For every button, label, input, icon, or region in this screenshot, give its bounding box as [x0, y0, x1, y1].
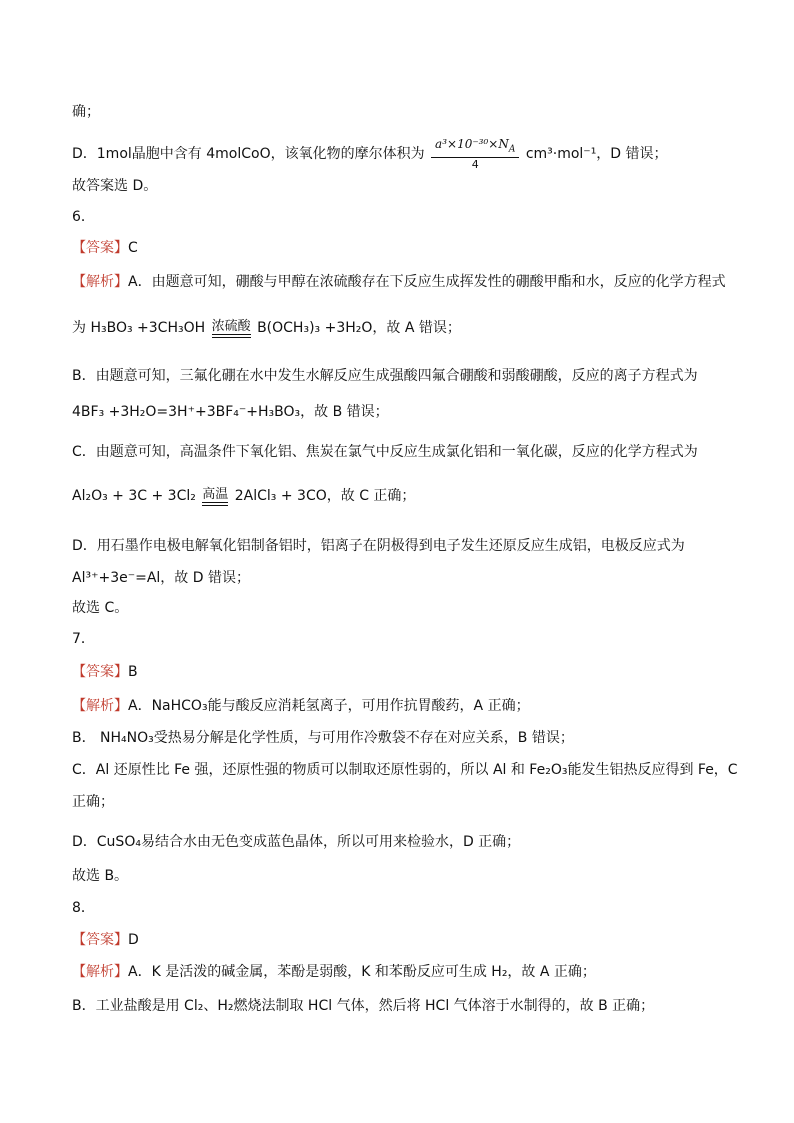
explanation-label: 【解析】: [72, 274, 128, 290]
answer-label: 【答案】: [72, 932, 128, 948]
explanation-line: C．由题意可知，高温条件下氧化铝、焦炭在氯气中反应生成氯化铝和一氧化碳，反应的化学方程式为: [72, 444, 698, 460]
explanation-line: D．用石墨作电极电解氧化铝制备铝时，铝离子在阴极得到电子发生还原反应生成铝，电极反应式为: [72, 538, 685, 554]
answer-label: 【答案】: [72, 664, 128, 680]
equation-line: 4BF₃ +3H₂O=3H⁺+3BF₄⁻+H₃BO₃，故 B 错误；: [72, 404, 389, 420]
text-line: 故答案选 D。: [72, 178, 158, 194]
explanation-line: 正确；: [72, 794, 114, 810]
text-line-molar-volume: D．1mol晶胞中含有 4molCoO，该氧化物的摩尔体积为 $\frac{a^3\times 10^{-30}\times N_A}{4}$ cm³·mol⁻¹，D 错误；: [72, 137, 668, 172]
answer-value: D: [128, 932, 139, 948]
text-line: 确；: [72, 104, 100, 120]
explanation-line: B．由题意可知，三氟化硼在水中发生水解反应生成强酸四氟合硼酸和弱酸硼酸，反应的离子方程式为: [72, 368, 698, 384]
fraction: $\frac{a^3\times 10^{-30}\times N_A}{4}$: [431, 136, 519, 172]
question-number: 8．: [72, 900, 95, 916]
question-number: 7．: [72, 631, 95, 647]
question-number: 6．: [72, 209, 95, 225]
answer-value: B: [128, 664, 138, 680]
explanation-line: C．Al 还原性比 Fe 强，还原性强的物质可以制取还原性弱的，所以 Al 和 Fe₂O₃能发生铝热反应得到 Fe，C: [72, 762, 738, 778]
equation-line: Al³⁺+3e⁻=Al，故 D 错误；: [72, 570, 250, 586]
answer-line: [72, 662, 138, 682]
reaction-condition: 浓硫酸: [212, 320, 251, 338]
text-line: 故选 C。: [72, 600, 129, 616]
equation-line: 为 H₃BO₃ +3CH₃OH 浓硫酸 B(OCH₃)₃ +3H₂O，故 A 错误；: [72, 319, 461, 336]
explanation-line: D．CuSO₄易结合水由无色变成蓝色晶体，所以可用来检验水，D 正确；: [72, 834, 521, 850]
explanation-line: B．工业盐酸是用 Cl₂、H₂燃烧法制取 HCl 气体，然后将 HCl 气体溶于水制得的，故 B 正确；: [72, 998, 655, 1014]
answer-label: 【答案】: [72, 240, 128, 256]
explanation-label: 【解析】: [72, 698, 128, 714]
explanation-label: 【解析】: [72, 964, 128, 980]
reaction-condition: 高温: [202, 488, 228, 506]
answer-line: [72, 930, 139, 950]
text-line: 故选 B。: [72, 868, 129, 884]
explanation-line: B． NH₄NO₃受热易分解是化学性质，与可用作冷敷袋不存在对应关系，B 错误；: [72, 730, 574, 746]
answer-line: [72, 238, 138, 258]
answer-value: C: [128, 240, 138, 256]
equation-line: Al₂O₃ + 3C + 3Cl₂ 高温 2AlCl₃ + 3CO，故 C 正确；: [72, 487, 416, 504]
explanation-line: 【解析】A．由题意可知，硼酸与甲醇在浓硫酸存在下反应生成挥发性的硼酸甲酯和水，反应的化学方程式: [72, 274, 726, 290]
explanation-line: 【解析】A．NaHCO₃能与酸反应消耗氢离子，可用作抗胃酸药，A 正确；: [72, 698, 530, 714]
explanation-line: 【解析】A．K 是活泼的碱金属，苯酚是弱酸，K 和苯酚反应可生成 H₂，故 A 正确；: [72, 964, 596, 980]
